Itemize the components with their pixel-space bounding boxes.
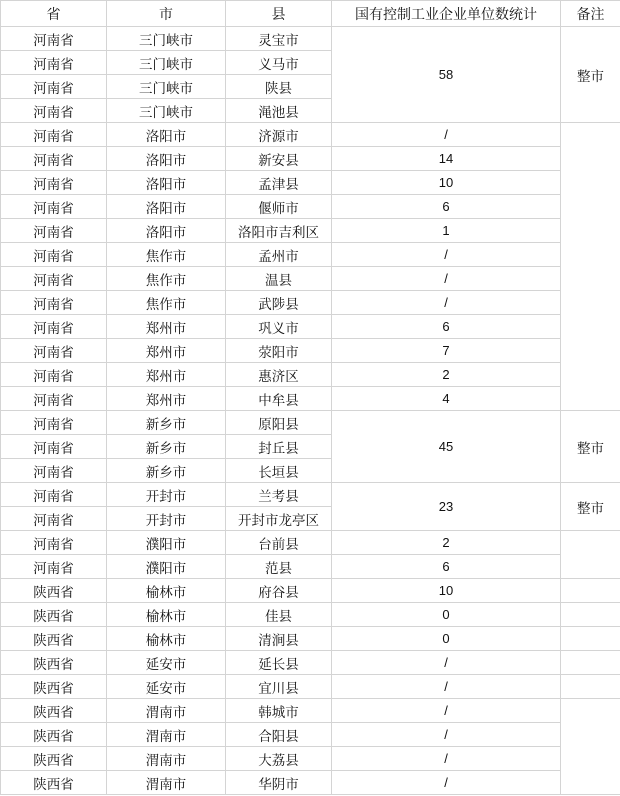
city-cell[interactable]: 渭南市 bbox=[107, 723, 226, 747]
province-cell[interactable]: 河南省 bbox=[1, 51, 107, 75]
county-cell[interactable]: 巩义市 bbox=[226, 315, 332, 339]
province-cell[interactable]: 河南省 bbox=[1, 555, 107, 579]
county-cell[interactable]: 偃师市 bbox=[226, 195, 332, 219]
count-cell[interactable]: / bbox=[332, 243, 561, 267]
count-cell[interactable]: / bbox=[332, 675, 561, 699]
county-cell[interactable]: 洛阳市吉利区 bbox=[226, 219, 332, 243]
county-cell[interactable]: 兰考县 bbox=[226, 483, 332, 507]
remark-cell[interactable] bbox=[561, 651, 620, 675]
count-cell[interactable]: 7 bbox=[332, 339, 561, 363]
city-cell[interactable]: 郑州市 bbox=[107, 339, 226, 363]
count-cell[interactable]: 23 bbox=[332, 483, 561, 531]
count-cell[interactable]: 10 bbox=[332, 579, 561, 603]
city-cell[interactable]: 焦作市 bbox=[107, 291, 226, 315]
header-remark[interactable]: 备注 bbox=[561, 1, 620, 27]
county-cell[interactable]: 义马市 bbox=[226, 51, 332, 75]
table-row bbox=[1, 243, 620, 267]
count-cell[interactable]: 6 bbox=[332, 315, 561, 339]
province-cell[interactable]: 河南省 bbox=[1, 291, 107, 315]
count-cell[interactable]: / bbox=[332, 267, 561, 291]
count-cell[interactable]: 10 bbox=[332, 171, 561, 195]
county-cell[interactable]: 韩城市 bbox=[226, 699, 332, 723]
table-row bbox=[1, 267, 620, 291]
province-cell[interactable]: 陕西省 bbox=[1, 579, 107, 603]
city-cell[interactable]: 新乡市 bbox=[107, 411, 226, 435]
remark-cell[interactable] bbox=[561, 579, 620, 603]
remark-cell[interactable] bbox=[561, 531, 620, 579]
county-cell[interactable]: 府谷县 bbox=[226, 579, 332, 603]
table-row bbox=[1, 531, 620, 555]
city-cell[interactable]: 新乡市 bbox=[107, 435, 226, 459]
header-count[interactable]: 国有控制工业企业单位数统计 bbox=[332, 1, 561, 27]
city-cell[interactable]: 延安市 bbox=[107, 675, 226, 699]
county-cell[interactable]: 合阳县 bbox=[226, 723, 332, 747]
province-cell[interactable]: 河南省 bbox=[1, 99, 107, 123]
county-cell[interactable]: 延长县 bbox=[226, 651, 332, 675]
province-cell[interactable]: 河南省 bbox=[1, 27, 107, 51]
city-cell[interactable]: 洛阳市 bbox=[107, 123, 226, 147]
count-cell[interactable]: / bbox=[332, 651, 561, 675]
city-cell[interactable]: 榆林市 bbox=[107, 627, 226, 651]
remark-cell[interactable]: 整市 bbox=[561, 483, 620, 531]
table-row bbox=[1, 411, 620, 435]
province-cell[interactable]: 河南省 bbox=[1, 315, 107, 339]
province-cell[interactable]: 河南省 bbox=[1, 171, 107, 195]
province-cell[interactable]: 河南省 bbox=[1, 123, 107, 147]
county-cell[interactable]: 长垣县 bbox=[226, 459, 332, 483]
county-cell[interactable]: 孟州市 bbox=[226, 243, 332, 267]
table-row bbox=[1, 363, 620, 387]
city-cell[interactable]: 三门峡市 bbox=[107, 75, 226, 99]
count-cell[interactable]: 2 bbox=[332, 363, 561, 387]
table-row bbox=[1, 195, 620, 219]
table-row bbox=[1, 603, 620, 627]
city-cell[interactable]: 濮阳市 bbox=[107, 555, 226, 579]
count-cell[interactable]: 2 bbox=[332, 531, 561, 555]
remark-cell[interactable] bbox=[561, 699, 620, 795]
city-cell[interactable]: 延安市 bbox=[107, 651, 226, 675]
city-cell[interactable]: 新乡市 bbox=[107, 459, 226, 483]
county-cell[interactable]: 原阳县 bbox=[226, 411, 332, 435]
county-cell[interactable]: 渑池县 bbox=[226, 99, 332, 123]
table-row bbox=[1, 699, 620, 723]
province-cell[interactable]: 河南省 bbox=[1, 75, 107, 99]
remark-cell[interactable] bbox=[561, 627, 620, 651]
count-cell[interactable]: 14 bbox=[332, 147, 561, 171]
count-cell[interactable]: 0 bbox=[332, 627, 561, 651]
county-cell[interactable]: 新安县 bbox=[226, 147, 332, 171]
table-row bbox=[1, 747, 620, 771]
province-cell[interactable]: 陕西省 bbox=[1, 699, 107, 723]
county-cell[interactable]: 济源市 bbox=[226, 123, 332, 147]
county-cell[interactable]: 惠济区 bbox=[226, 363, 332, 387]
county-cell[interactable]: 开封市龙亭区 bbox=[226, 507, 332, 531]
province-cell[interactable]: 河南省 bbox=[1, 435, 107, 459]
county-cell[interactable]: 华阴市 bbox=[226, 771, 332, 795]
count-cell[interactable]: / bbox=[332, 723, 561, 747]
remark-cell[interactable] bbox=[561, 603, 620, 627]
city-cell[interactable]: 渭南市 bbox=[107, 747, 226, 771]
count-cell[interactable]: 45 bbox=[332, 411, 561, 483]
count-cell[interactable]: 6 bbox=[332, 195, 561, 219]
table-row bbox=[1, 123, 620, 147]
province-cell[interactable]: 陕西省 bbox=[1, 771, 107, 795]
county-cell[interactable]: 荥阳市 bbox=[226, 339, 332, 363]
city-cell[interactable]: 渭南市 bbox=[107, 771, 226, 795]
province-cell[interactable]: 河南省 bbox=[1, 387, 107, 411]
city-cell[interactable]: 焦作市 bbox=[107, 243, 226, 267]
count-cell[interactable]: 1 bbox=[332, 219, 561, 243]
province-cell[interactable]: 陕西省 bbox=[1, 603, 107, 627]
count-cell[interactable]: / bbox=[332, 699, 561, 723]
city-cell[interactable]: 三门峡市 bbox=[107, 99, 226, 123]
table-row bbox=[1, 483, 620, 507]
count-cell[interactable]: / bbox=[332, 747, 561, 771]
table-row bbox=[1, 147, 620, 171]
table-row bbox=[1, 315, 620, 339]
city-cell[interactable]: 开封市 bbox=[107, 483, 226, 507]
header-province[interactable]: 省 bbox=[1, 1, 107, 27]
table-row bbox=[1, 171, 620, 195]
city-cell[interactable]: 郑州市 bbox=[107, 387, 226, 411]
county-cell[interactable]: 灵宝市 bbox=[226, 27, 332, 51]
county-cell[interactable]: 中牟县 bbox=[226, 387, 332, 411]
table-row bbox=[1, 27, 620, 51]
city-cell[interactable]: 榆林市 bbox=[107, 579, 226, 603]
city-cell[interactable]: 三门峡市 bbox=[107, 51, 226, 75]
table-row bbox=[1, 219, 620, 243]
table-row bbox=[1, 771, 620, 795]
province-cell[interactable]: 河南省 bbox=[1, 507, 107, 531]
county-cell[interactable]: 清涧县 bbox=[226, 627, 332, 651]
table-row bbox=[1, 627, 620, 651]
header-county[interactable]: 县 bbox=[226, 1, 332, 27]
city-cell[interactable]: 郑州市 bbox=[107, 315, 226, 339]
province-cell[interactable]: 河南省 bbox=[1, 219, 107, 243]
header-row bbox=[1, 1, 620, 27]
remark-cell[interactable] bbox=[561, 123, 620, 411]
count-cell[interactable]: / bbox=[332, 291, 561, 315]
city-cell[interactable]: 三门峡市 bbox=[107, 27, 226, 51]
province-cell[interactable]: 河南省 bbox=[1, 267, 107, 291]
remark-cell[interactable]: 整市 bbox=[561, 411, 620, 483]
city-cell[interactable]: 洛阳市 bbox=[107, 195, 226, 219]
province-cell[interactable]: 河南省 bbox=[1, 459, 107, 483]
city-cell[interactable]: 濮阳市 bbox=[107, 531, 226, 555]
table-row bbox=[1, 387, 620, 411]
province-cell[interactable]: 河南省 bbox=[1, 483, 107, 507]
table-row bbox=[1, 579, 620, 603]
count-cell[interactable]: 0 bbox=[332, 603, 561, 627]
city-cell[interactable]: 郑州市 bbox=[107, 363, 226, 387]
county-cell[interactable]: 孟津县 bbox=[226, 171, 332, 195]
province-cell[interactable]: 陕西省 bbox=[1, 723, 107, 747]
count-cell[interactable]: / bbox=[332, 123, 561, 147]
county-cell[interactable]: 佳县 bbox=[226, 603, 332, 627]
city-cell[interactable]: 洛阳市 bbox=[107, 219, 226, 243]
city-cell[interactable]: 开封市 bbox=[107, 507, 226, 531]
province-cell[interactable]: 陕西省 bbox=[1, 747, 107, 771]
province-cell[interactable]: 河南省 bbox=[1, 147, 107, 171]
count-cell[interactable]: 4 bbox=[332, 387, 561, 411]
table-row bbox=[1, 555, 620, 579]
county-cell[interactable]: 武陟县 bbox=[226, 291, 332, 315]
city-cell[interactable]: 洛阳市 bbox=[107, 171, 226, 195]
province-cell[interactable]: 河南省 bbox=[1, 363, 107, 387]
province-cell[interactable]: 河南省 bbox=[1, 195, 107, 219]
table-row bbox=[1, 675, 620, 699]
city-cell[interactable]: 渭南市 bbox=[107, 699, 226, 723]
county-cell[interactable]: 台前县 bbox=[226, 531, 332, 555]
count-cell[interactable]: 6 bbox=[332, 555, 561, 579]
city-cell[interactable]: 榆林市 bbox=[107, 603, 226, 627]
table-row bbox=[1, 723, 620, 747]
table-row bbox=[1, 339, 620, 363]
county-cell[interactable]: 温县 bbox=[226, 267, 332, 291]
remark-cell[interactable]: 整市 bbox=[561, 27, 620, 123]
count-cell[interactable]: 58 bbox=[332, 27, 561, 123]
province-cell[interactable]: 陕西省 bbox=[1, 627, 107, 651]
remark-cell[interactable] bbox=[561, 675, 620, 699]
count-cell[interactable]: / bbox=[332, 771, 561, 795]
province-cell[interactable]: 陕西省 bbox=[1, 651, 107, 675]
county-cell[interactable]: 封丘县 bbox=[226, 435, 332, 459]
county-cell[interactable]: 陕县 bbox=[226, 75, 332, 99]
county-cell[interactable]: 宜川县 bbox=[226, 675, 332, 699]
province-cell[interactable]: 河南省 bbox=[1, 411, 107, 435]
county-cell[interactable]: 大荔县 bbox=[226, 747, 332, 771]
county-cell[interactable]: 范县 bbox=[226, 555, 332, 579]
province-cell[interactable]: 河南省 bbox=[1, 531, 107, 555]
province-cell[interactable]: 陕西省 bbox=[1, 675, 107, 699]
city-cell[interactable]: 洛阳市 bbox=[107, 147, 226, 171]
table-row bbox=[1, 651, 620, 675]
city-cell[interactable]: 焦作市 bbox=[107, 267, 226, 291]
province-cell[interactable]: 河南省 bbox=[1, 243, 107, 267]
province-cell[interactable]: 河南省 bbox=[1, 339, 107, 363]
table-row bbox=[1, 291, 620, 315]
header-city[interactable]: 市 bbox=[107, 1, 226, 27]
